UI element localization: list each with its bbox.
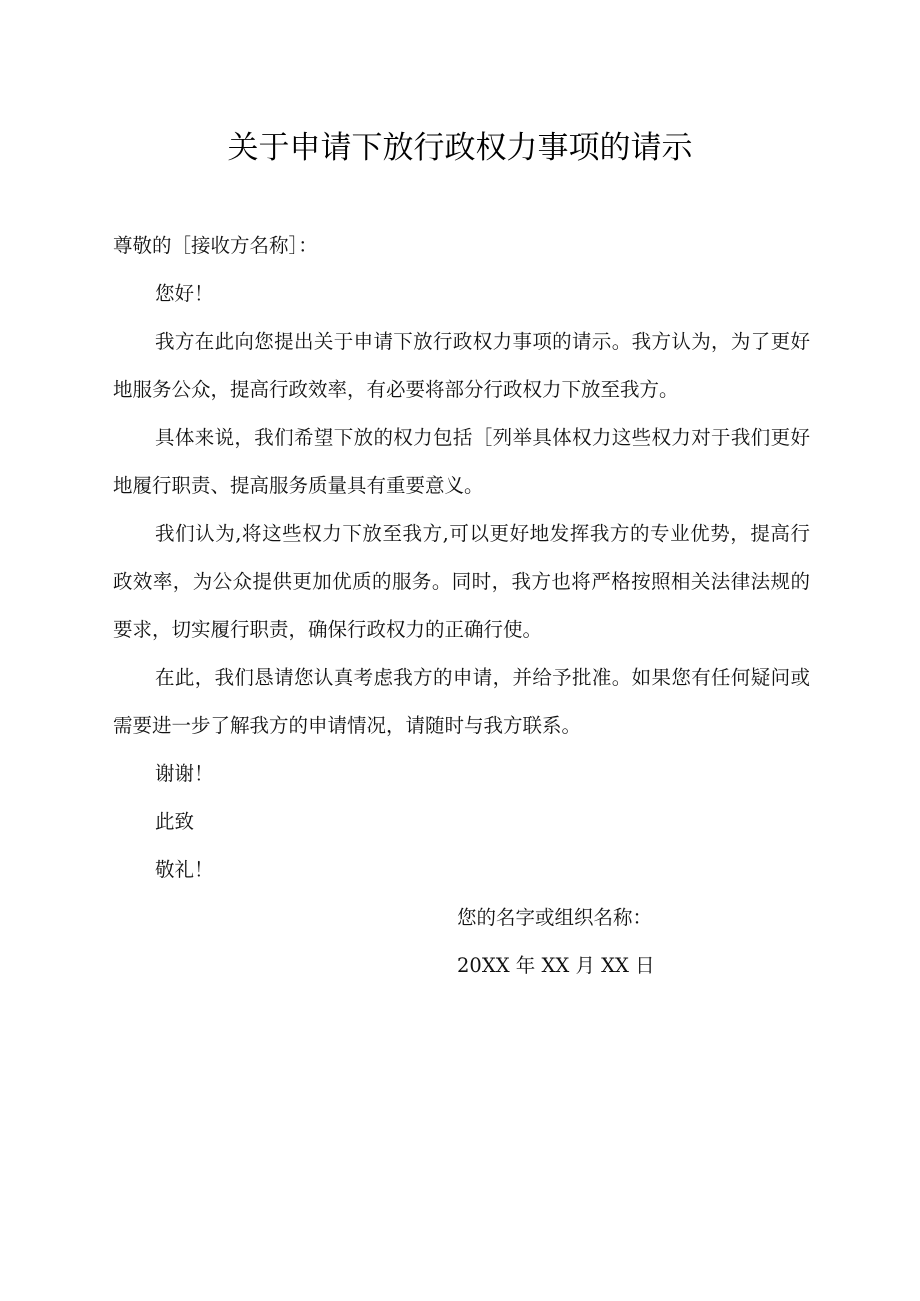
thanks-line: 谢谢！ [155, 762, 214, 785]
paragraph-4: 在此，我们恳请您认真考虑我方的申请，并给予批准。如果您有任何疑问或需要进一步了解我方的申请情况，请随时与我方联系。 [113, 666, 810, 737]
signature-block [457, 894, 817, 990]
greeting: 您好！ [155, 282, 214, 305]
paragraph-2: 具体来说，我们希望下放的权力包括［列举具体权力这些权力对于我们更好地履行职责、提高服务质量具有重要意义。 [113, 426, 810, 497]
document-body [113, 222, 810, 894]
salutation: 尊敬的［接收方名称］： [113, 234, 318, 257]
date-line: 20XX 年 XX 月 XX 日 [457, 954, 655, 977]
paragraph-3: 我们认为,将这些权力下放至我方,可以更好地发挥我方的专业优势，提高行政效率，为公众提供更加优质的服务。同时，我方也将严格按照相关法律法规的要求，切实履行职责，确保行政权力的正确行使。 [113, 522, 810, 641]
paragraph-1: 我方在此向您提出关于申请下放行政权力事项的请示。我方认为，为了更好地服务公众，提高行政效率，有必要将部分行政权力下放至我方。 [113, 330, 810, 401]
signature-line: 您的名字或组织名称： [457, 906, 653, 929]
closing-line-2: 敬礼！ [155, 858, 214, 881]
closing-line-1: 此致 [155, 810, 195, 833]
document-title: 关于申请下放行政权力事项的请示 [227, 130, 693, 166]
